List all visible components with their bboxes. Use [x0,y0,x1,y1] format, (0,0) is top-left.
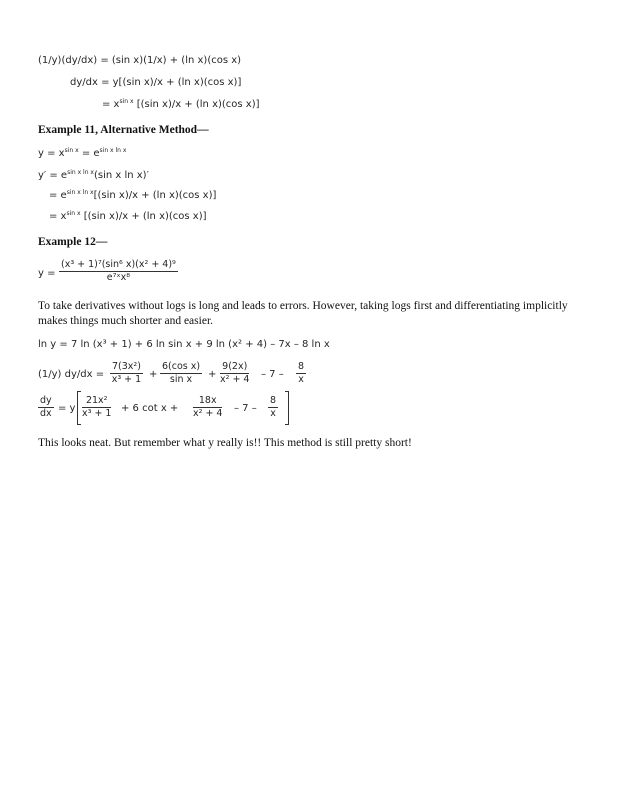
frac-den: x [270,408,276,419]
ex12-main-fraction [59,259,178,284]
ex11-line-3: = $e^{sin x ln x}[(\sin$ x)/x + (ln x)(cos x)] [49,189,217,201]
frac-num: 21x² [82,395,111,408]
equation-line-3: = $x^{sin x}$ [(sin x)/x + (ln x)(cos x)] [102,98,260,110]
frac-num: 9(2x) [220,361,249,374]
frac-num: 7(3x²) [112,361,141,372]
ex12-d1-frac-3 [220,361,249,386]
equation-line-2: dy/dx = y[(sin x)/x + (ln x)(cos x)] [70,77,242,88]
equation-line-1: (1/y)(dy/dx) = (sin x)(1/x) + (ln x)(cos x) [38,55,242,66]
ex12-d1-frac-2 [160,361,202,386]
ex12-d1-lhs: (1/y) dy/dx = [38,369,105,380]
ex12-denominator: e⁷ˣx⁸ [106,272,131,283]
ex12-dy-dx [38,395,54,420]
frac-den: x² + 4 [193,408,223,419]
ex12-d2-frac-1 [82,395,111,420]
ex12-d2-frac-2 [193,395,222,420]
frac-num: 8 [298,361,305,372]
ex12-paragraph: To take derivatives without logs is long and leads to errors. However, taking logs first and differentiating implicitly makes things much shorter and easier. [38,300,568,327]
equals-y: = y [58,403,76,414]
ex12-d1-frac-1 [110,361,143,386]
frac-den: dx [40,408,52,419]
ex12-d2-frac-3 [268,395,278,420]
ex11-line-1: $y = x^{sin x} = e^{sin x ln x}$ [38,147,127,159]
plus-sign: + [149,369,158,380]
left-bracket [77,391,81,425]
frac-den: sin x [169,374,193,385]
frac-num: 18x [193,395,222,408]
ex12-y-equals: y = [38,268,56,279]
frac-den: x² + 4 [220,374,250,385]
right-bracket [285,391,289,425]
frac-den: x [298,374,304,385]
ex12-d2-mid: + 6 cot x + [121,403,179,414]
frac-num: dy [40,395,52,406]
minus-seven: – 7 – [261,369,284,380]
minus-seven: – 7 – [234,403,257,414]
example-12-heading: Example 12— [38,236,108,248]
plus-sign: + [208,369,217,380]
frac-den: x³ + 1 [111,374,142,385]
frac-den: x³ + 1 [82,408,112,419]
frac-num: 8 [270,395,277,406]
example-11-heading: Example 11, Alternative Method— [38,124,209,136]
ex12-numerator: (x³ + 1)⁷(sin⁶ x)(x² + 4)⁹ [61,259,176,270]
frac-num: 6(cos x) [162,361,201,372]
ex12-d1-frac-4 [296,361,306,386]
closing-text: This looks neat. But remember what y really is!! This method is still pretty short! [38,437,412,449]
ex11-line-2: $y' = e^{sin x ln x}(\sin$ x ln x)′ [38,169,149,181]
ex11-line-4: = $x^{sin x}$ [(sin x)/x + (ln x)(cos x)] [49,210,207,222]
ex12-ln-line: ln y = 7 ln (x³ + 1) + 6 ln sin x + 9 ln (x² + 4) – 7x – 8 ln x [38,339,330,350]
